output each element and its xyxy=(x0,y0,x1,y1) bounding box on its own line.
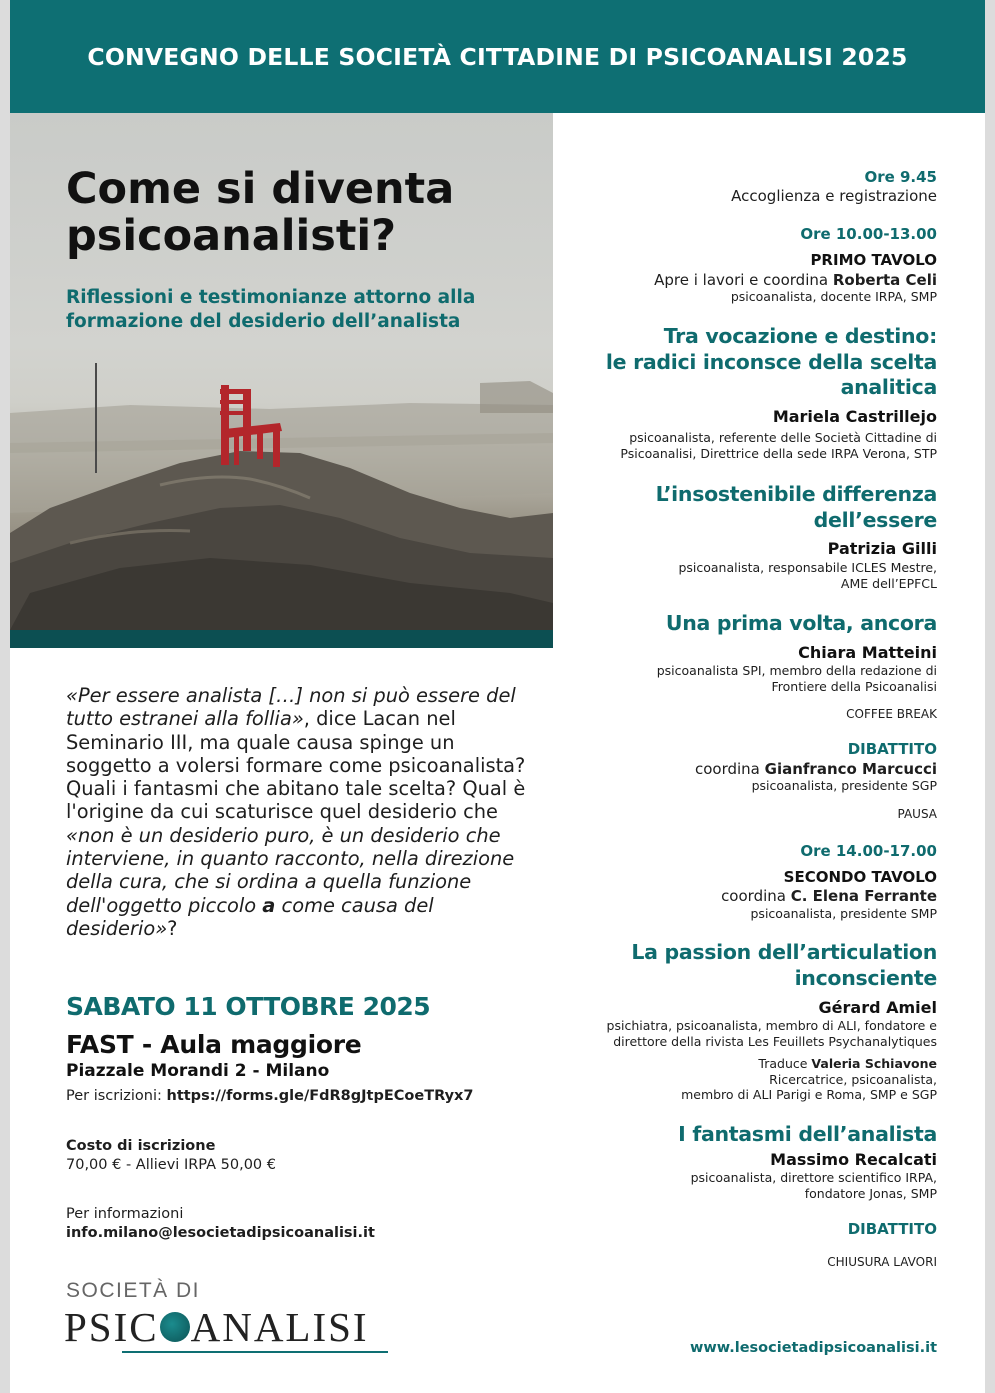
event-date: SABATO 11 OTTOBRE 2025 xyxy=(66,992,431,1021)
society-logo: PSIC ANALISI xyxy=(64,1304,369,1350)
talk-1-speaker-desc: psicoanalista, referente delle Società Cittadine di Psicoanalisi, Direttrice della sede IRPA Verona, STP xyxy=(620,430,937,461)
talk-3-speaker-desc: psicoanalista SPI, membro della redazione di Frontiere della Psicoanalisi xyxy=(656,663,937,694)
time-afternoon: Ore 14.00-17.00 xyxy=(800,842,937,860)
debate-1-coordinator: coordina Gianfranco Marcucci xyxy=(694,760,937,778)
talk-2-speaker: Patrizia Gilli xyxy=(827,539,937,558)
welcome-label: Accoglienza e registrazione xyxy=(731,187,937,205)
closing-label: CHIUSURA LAVORI xyxy=(827,1255,937,1269)
info-label: Per informazioni xyxy=(66,1206,184,1222)
debate-2-label: DIBATTITO xyxy=(847,1220,937,1238)
pause-label: PAUSA xyxy=(897,807,937,821)
talk-4-speaker: Gérard Amiel xyxy=(818,998,937,1017)
intro-quote: «Per essere analista […] non si può essere del tutto estranei alla follia», dice Lacan nel Seminario III, ma quale causa spinge un soggetto a volersi formare come psicoanalista? Quali i fantasmi che abitano tale scelta? Qual è l'origine da cui scaturisce quel desiderio che «non è un desiderio puro, è un desiderio che interviene, in quanto racconto, nella direzione della cura, che si ordina a quella funzione dell'oggetto piccolo a come causa del desiderio»? xyxy=(66,684,526,940)
debate-1-label: DIBATTITO xyxy=(847,740,937,758)
talk-1-title: Tra vocazione e destino: le radici inconsce della scelta analitica xyxy=(605,324,937,399)
logo-underline xyxy=(122,1351,388,1353)
talk-3-title: Una prima volta, ancora xyxy=(665,611,937,635)
info-email-link[interactable]: info.milano@lesocietadipsicoanalisi.it xyxy=(66,1225,375,1241)
time-morning: Ore 10.00-13.00 xyxy=(800,225,937,243)
conference-title: CONVEGNO DELLE SOCIETÀ CITTADINE DI PSICOANALISI 2025 xyxy=(87,43,908,71)
photo-bottom-strip xyxy=(10,630,553,648)
coffee-break: COFFEE BREAK xyxy=(846,707,937,721)
first-table-label: PRIMO TAVOLO xyxy=(810,251,937,269)
logo-top-text: SOCIETÀ DI xyxy=(66,1279,201,1302)
time-0945: Ore 9.45 xyxy=(864,168,937,186)
talk-5-title: I fantasmi dell’analista xyxy=(678,1122,937,1146)
first-table-coordinator: Apre i lavori e coordina Roberta Celi xyxy=(654,271,937,289)
debate-1-coordinator-desc: psicoanalista, presidente SGP xyxy=(751,778,937,793)
poster-page xyxy=(10,0,985,1393)
talk-2-title: L’insostenibile differenza dell’essere xyxy=(655,482,937,532)
header-banner xyxy=(10,0,985,113)
talk-2-speaker-desc: psicoanalista, responsabile ICLES Mestre, AME dell’EPFCL xyxy=(678,560,937,591)
talk-4-speaker-desc: psichiatra, psicoanalista, membro di ALI, fondatore e direttore della rivista Les Feuillets Psychanalytiques xyxy=(606,1018,937,1049)
main-title: Come si diventa psicoanalisti? xyxy=(66,164,455,261)
registration-link[interactable]: https://forms.gle/FdR8gJtpECoeTRyx7 xyxy=(166,1088,474,1104)
talk-5-speaker: Massimo Recalcati xyxy=(770,1150,937,1169)
second-table-label: SECONDO TAVOLO xyxy=(783,868,937,886)
talk-5-speaker-desc: psicoanalista, direttore scientifico IRPA, fondatore Jonas, SMP xyxy=(690,1170,937,1201)
talk-4-title: La passion dell’articulation inconsciente xyxy=(631,940,937,990)
logo-circle-icon xyxy=(160,1312,190,1342)
cost-label: Costo di iscrizione xyxy=(66,1138,216,1154)
first-table-coordinator-desc: psicoanalista, docente IRPA, SMP xyxy=(730,289,937,304)
second-table-coordinator-desc: psicoanalista, presidente SMP xyxy=(750,906,937,921)
cost-value: 70,00 € - Allievi IRPA 50,00 € xyxy=(66,1157,276,1173)
talk-4-translator: Traduce Valeria Schiavone Ricercatrice, psicoanalista, membro di ALI Parigi e Roma, SMP e SGP xyxy=(681,1056,937,1102)
second-table-coordinator: coordina C. Elena Ferrante xyxy=(721,887,937,905)
subtitle: Riflessioni e testimonianze attorno alla formazione del desiderio dell’analista xyxy=(66,287,476,332)
event-address: Piazzale Morandi 2 - Milano xyxy=(66,1061,330,1081)
event-venue: FAST - Aula maggiore xyxy=(66,1030,362,1059)
talk-3-speaker: Chiara Matteini xyxy=(798,643,937,662)
registration-line: Per iscrizioni: https://forms.gle/FdR8gJtpECoeTRyx7 xyxy=(66,1088,474,1104)
talk-1-speaker: Mariela Castrillejo xyxy=(772,407,937,426)
website-link[interactable]: www.lesocietadipsicoanalisi.it xyxy=(689,1340,937,1356)
